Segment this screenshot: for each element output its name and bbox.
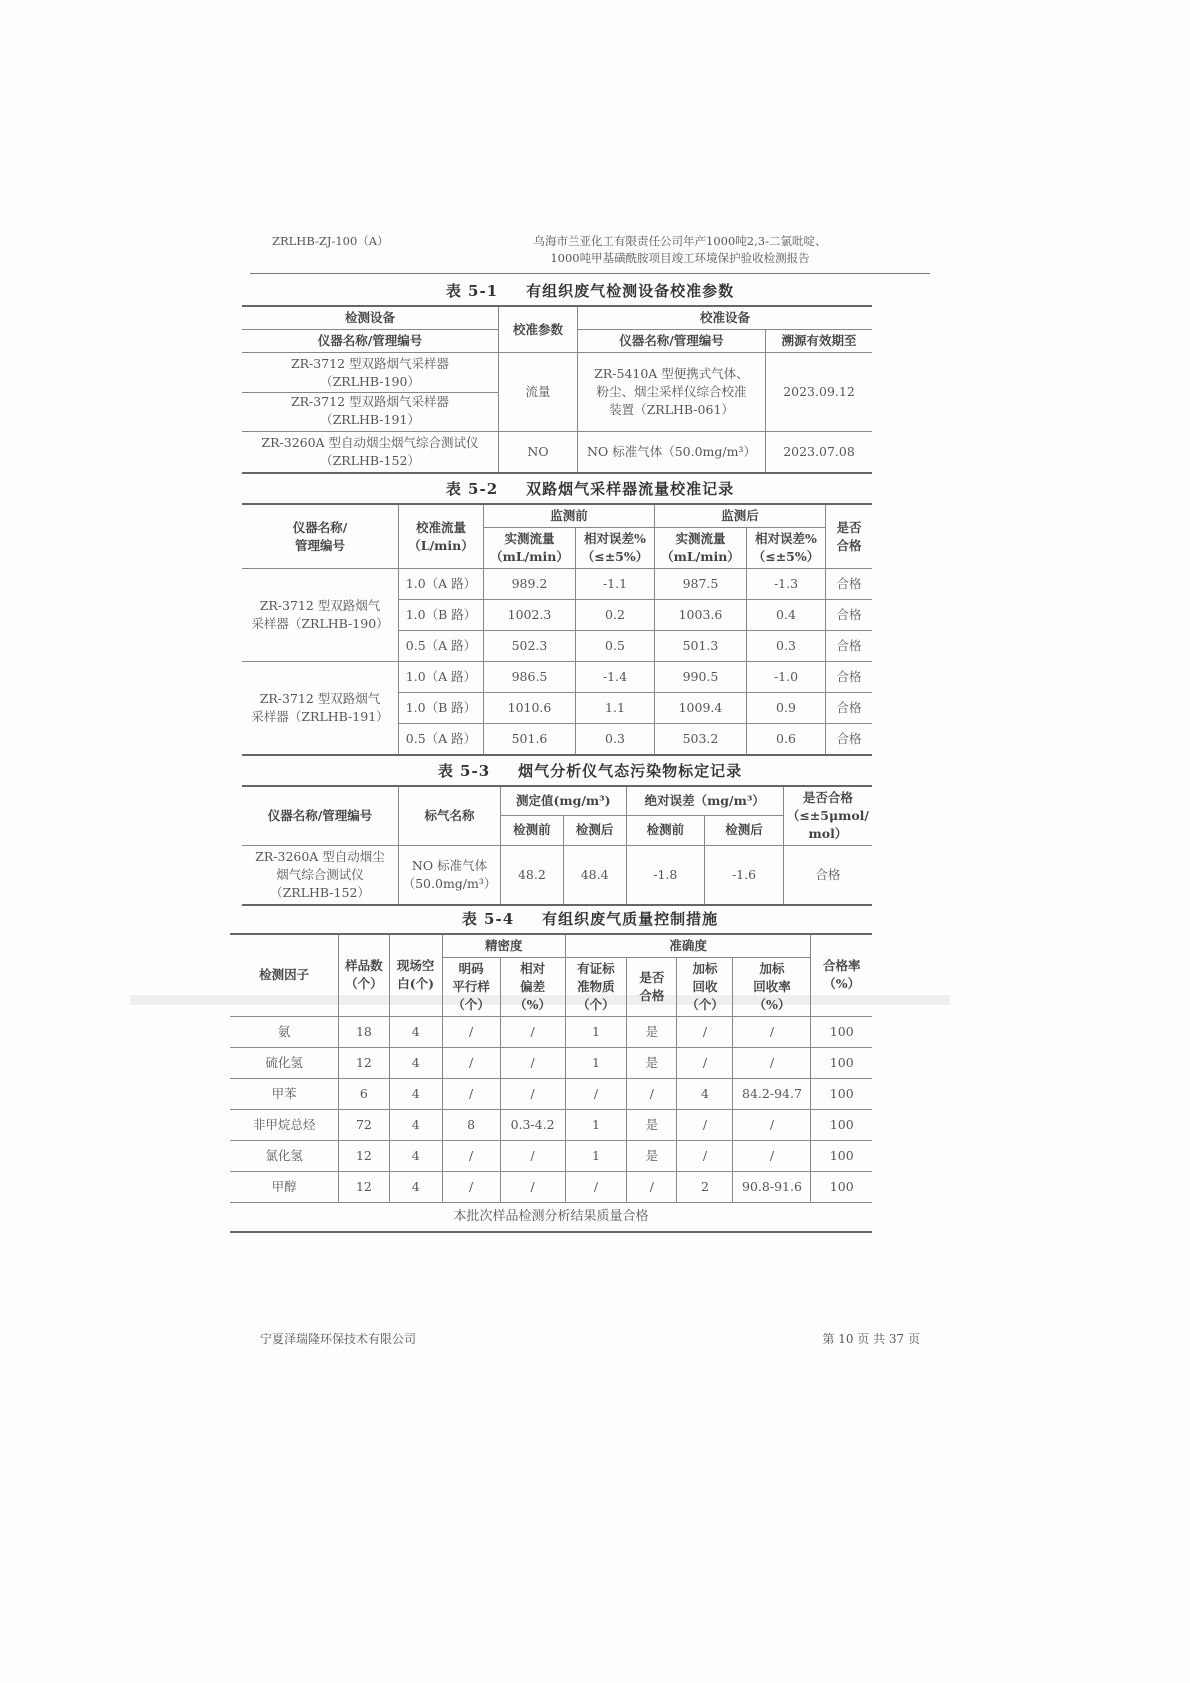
th-a-err: 相对误差% （≤±5%） [746, 528, 825, 569]
table-row: 非甲烷总烃 72 4 8 0.3-4.2 1 是 / / 100 [230, 1109, 872, 1140]
table-5-4: 检测因子 样品数 （个） 现场空 白(个) 精密度 准确度 合格率 （%） 明码 平行样 （个） 相对 偏差 （%） 有证标 准物质 （个） 是否 合格 加标 回收 （个） 加标 回收率 （%） 氨 18 4 / / 1 是 / / 100 硫化氢 12 4 / / 1 是 / / 100 甲苯 6 4 / / / / 4 84.2-94.7 100 非甲烷总烃 72 4 8 0.3-4.2 1 是 / / 100 氯化氢 12 4 / / 1 是 / / 100 甲醇 12 4 / / / / 2 90.8-91.6 100 本批次样品检测分析结果质量合格 [230, 933, 872, 1233]
table-row: 硫化氢 12 4 / / 1 是 / / 100 [230, 1047, 872, 1078]
th-gas: 标气名称 [399, 786, 501, 846]
table-5-3-caption: 表 5-3 烟气分析仪气态污染物标定记录 [437, 761, 743, 780]
th-b-err: 相对误差% （≤±5%） [576, 528, 655, 569]
table-row: ZR-3260A 型自动烟尘 烟气综合测试仪 （ZRLHB-152） NO 标准气体 （50.0mg/m³） 48.2 48.4 -1.8 -1.6 合格 [242, 845, 872, 905]
th-blank: 现场空 白(个) [389, 934, 442, 1017]
th-param: 校准参数 [499, 306, 578, 353]
table-5-1 [242, 305, 872, 474]
table-row: 甲醇 12 4 / / / / 2 90.8-91.6 100 [230, 1171, 872, 1202]
th-val: 测定值(mg/m³) [501, 786, 627, 816]
report-title: 乌海市兰亚化工有限责任公司年产1000吨2,3-二氯吡啶、 1000吨甲基磺酰胺项目竣工环境保护验收检测报告 [533, 234, 827, 265]
table-row: 1.0（B 路） 1010.6 1.1 1009.4 0.9 合格 [242, 693, 872, 724]
company-name: 宁夏泽瑞隆环保技术有限公司 [260, 1332, 417, 1346]
th-b-meas: 实测流量 （mL/min） [484, 528, 576, 569]
table-note: 本批次样品检测分析结果质量合格 [230, 1202, 872, 1232]
th-before: 监测前 [484, 504, 655, 528]
th-cal: 校准设备 [578, 306, 873, 330]
th-name: 仪器名称/管理编号 [242, 330, 499, 353]
th-name: 仪器名称/管理编号 [242, 786, 399, 846]
table-5-1-caption: 表 5-1 有组织废气检测设备校准参数 [445, 282, 735, 300]
th-valid: 溯源有效期至 [766, 330, 873, 353]
table-5-2-caption: 表 5-2 双路烟气采样器流量校准记录 [445, 480, 735, 498]
table-note-row [230, 1202, 872, 1232]
th-device: 检测设备 [242, 306, 499, 330]
report-page [250, 225, 930, 1233]
th-after: 监测后 [654, 504, 825, 528]
page-number: 第 10 页 共 37 页 [822, 1332, 920, 1346]
header-divider [250, 273, 930, 274]
th-cal-name: 仪器名称/管理编号 [578, 330, 766, 353]
th-rate: 合格率 （%） [811, 934, 872, 1017]
doc-code: ZRLHB-ZJ-100（A） [272, 234, 389, 248]
th-abs: 绝对误差（mg/m³） [626, 786, 783, 816]
table-row: 0.5（A 路） 501.6 0.3 503.2 0.6 合格 [242, 724, 872, 755]
table-row: 1.0（B 路） 1002.3 0.2 1003.6 0.4 合格 [242, 600, 872, 631]
th-accuracy: 准确度 [565, 934, 811, 958]
table-row: ZR-3712 型双路烟气 采样器（ZRLHB-191） 1.0（A 路） 986.5 -1.4 990.5 -1.0 合格 [242, 662, 872, 693]
page-header [250, 225, 930, 273]
table-5-2 [242, 503, 872, 756]
th-factor: 检测因子 [230, 934, 339, 1017]
table-row: 甲苯 6 4 / / / / 4 84.2-94.7 100 [230, 1078, 872, 1109]
th-a-meas: 实测流量 （mL/min） [654, 528, 746, 569]
th-ok: 是否合格 （≤±5μmol/ mol） [783, 786, 872, 846]
table-row: ZR-3712 型双路烟气采样器 （ZRLHB-190） ZR-3712 型双路烟气采样器 （ZRLHB-191） 流量 ZR-5410A 型便携式气体、 粉尘、烟尘采样仪综合校准 装置（ZRLHB-061） 2023.09.12 [242, 353, 872, 432]
th-precision: 精密度 [442, 934, 565, 958]
table-row: 氨 18 4 / / 1 是 / / 100 [230, 1016, 872, 1047]
th-flow: 校准流量 （L/min） [399, 504, 484, 569]
th-count: 样品数 （个） [339, 934, 389, 1017]
table-row: 0.5（A 路） 502.3 0.5 501.3 0.3 合格 [242, 631, 872, 662]
table-5-3: 仪器名称/管理编号 标气名称 测定值(mg/m³) 绝对误差（mg/m³） 是否合格 （≤±5μmol/ mol） 检测前 检测后 检测前 检测后 ZR-3260A 型自动烟尘 烟气综合测试仪 （ZRLHB-152） NO 标准气体 （50.0mg/m³） 48.2 48.4 -1.8 -1.6 合格 [242, 785, 872, 906]
th-name: 仪器名称/ 管理编号 [242, 504, 399, 569]
th-ok: 是否 合格 [826, 504, 873, 569]
table-row: 氯化氢 12 4 / / 1 是 / / 100 [230, 1140, 872, 1171]
table-row: ZR-3712 型双路烟气 采样器（ZRLHB-190） 1.0（A 路） 989.2 -1.1 987.5 -1.3 合格 [242, 569, 872, 600]
table-row: ZR-3260A 型自动烟尘烟气综合测试仪 （ZRLHB-152） NO NO 标准气体（50.0mg/m³） 2023.07.08 [242, 432, 872, 474]
table-5-4-caption: 表 5-4 有组织废气质量控制措施 [461, 909, 719, 928]
